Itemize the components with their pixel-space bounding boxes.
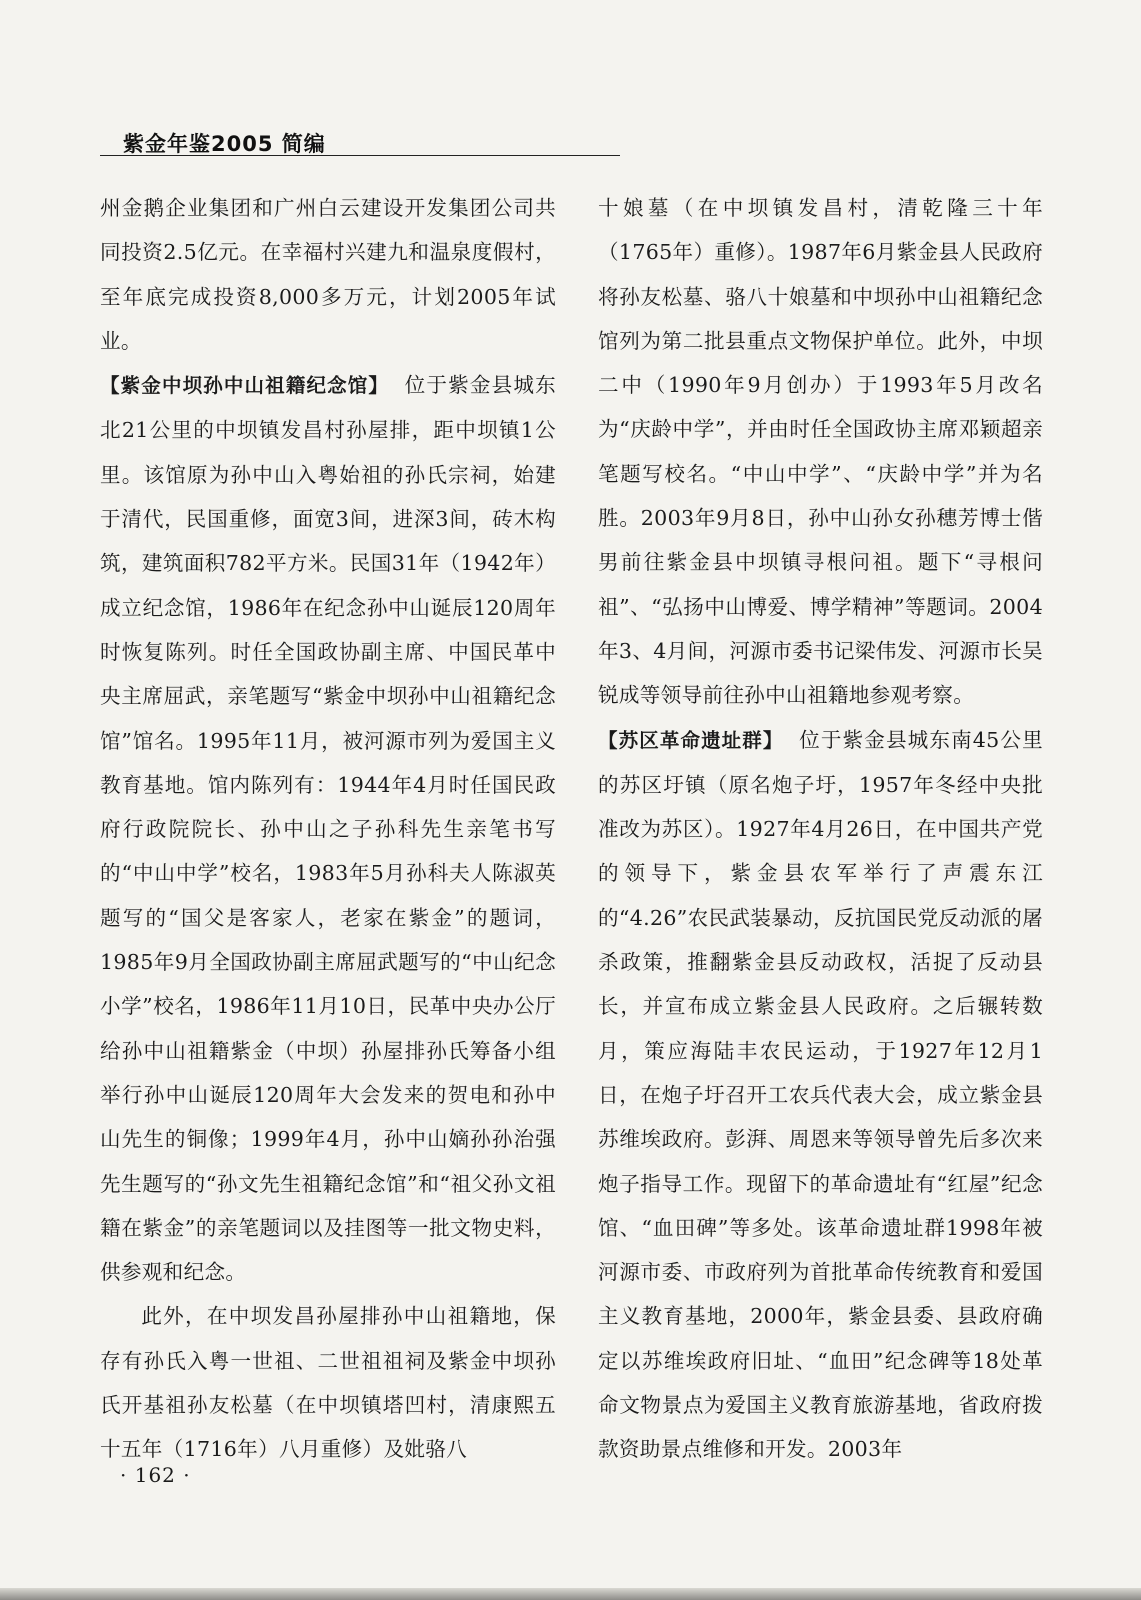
left-column [100, 186, 556, 1472]
right-column [598, 186, 1043, 1472]
entry-paragraph [598, 718, 1043, 1472]
entry-title: 【紫金中坝孙中山祖籍纪念馆】 [100, 374, 390, 398]
paragraph: 十娘墓（在中坝镇发昌村，清乾隆三十年（1765年）重修）。1987年6月紫金县人民政府将孙友松墓、骆八十娘墓和中坝孙中山祖籍纪念馆列为第二批县重点文物保护单位。此外，中坝二中（1990年9月创办）于1993年5月改名为“庆龄中学”，并由时任全国政协主席邓颖超亲笔题写校名。“中山中学”、“庆龄中学”并为名胜。2003年9月8日，孙中山孙女孙穗芳博士偕男前往紫金县中坝镇寻根问祖。题下“寻根问祖”、“弘扬中山博爱、博学精神”等题词。2004年3、4月间，河源市委书记梁伟发、河源市长吴锐成等领导前往孙中山祖籍地参观考察。 [598, 196, 1043, 708]
entry-body: 位于紫金县城东南45公里的苏区圩镇（原名炮子圩，1957年冬经中央批准改为苏区）。1927年4月26日，在中国共产党的领导下，紫金县农军举行了声震东江的“4.26”农民武装暴动，反抗国民党反动派的屠杀政策，推翻紫金县反动政权，活捉了反动县长，并宣布成立紫金县人民政府。之后辗转数月，策应海陆丰农民运动，于1927年12月1日，在炮子圩召开工农兵代表大会，成立紫金县苏维埃政府。彭湃、周恩来等领导曾先后多次来炮子指导工作。现留下的革命遗址有“红屋”纪念馆、“血田碑”等多处。该革命遗址群1998年被河源市委、市政府列为首批革命传统教育和爱国主义教育基地，2000年，紫金县委、县政府确定以苏维埃政府旧址、“血田”纪念碑等18处革命文物景点为爱国主义教育旅游基地，省政府拨款资助景点维修和开发。2003年 [598, 727, 1043, 1462]
paragraph: 此外，在中坝发昌孙屋排孙中山祖籍地，保存有孙氏入粤一世祖、二世祖祖祠及紫金中坝孙氏开基祖孙友松墓（在中坝镇塔凹村，清康熙五十五年（1716年）八月重修）及妣骆八 [100, 1304, 556, 1462]
entry-body: 位于紫金县城东北21公里的中坝镇发昌村孙屋排，距中坝镇1公里。该馆原为孙中山入粤始祖的孙氏宗祠，始建于清代，民国重修，面宽3间，进深3间，砖木构筑，建筑面积782平方米。民国31年（1942年）成立纪念馆，1986年在纪念孙中山诞辰120周年时恢复陈列。时任全国政协副主席、中国民革中央主席屈武，亲笔题写“紫金中坝孙中山祖籍纪念馆”馆名。1995年11月，被河源市列为爱国主义教育基地。馆内陈列有：1944年4月时任国民政府行政院院长、孙中山之子孙科先生亲笔书写的“中山中学”校名，1983年5月孙科夫人陈淑英题写的“国父是客家人，老家在紫金”的题词，1985年9月全国政协副主席屈武题写的“中山纪念小学”校名，1986年11月10日，民革中央办公厅给孙中山祖籍紫金（中坝）孙屋排孙氏筹备小组举行孙中山诞辰120周年大会发来的贺电和孙中山先生的铜像；1999年4月，孙中山嫡孙孙治强先生题写的“孙文先生祖籍纪念馆”和“祖父孙文祖籍在紫金”的亲笔题词以及挂图等一批文物史料，供参观和纪念。 [100, 373, 556, 1285]
entry-paragraph [100, 363, 556, 1294]
scan-edge [0, 1588, 1141, 1600]
running-header: 紫金年鉴2005 简编 [123, 132, 326, 156]
paragraph: 州金鹅企业集团和广州白云建设开发集团公司共同投资2.5亿元。在幸福村兴建九和温泉度假村，至年底完成投资8,000多万元，计划2005年试业。 [100, 196, 556, 353]
page-number: · 162 · [120, 1463, 191, 1487]
header-rule [100, 155, 620, 156]
entry-title: 【苏区革命遗址群】 [598, 728, 784, 752]
